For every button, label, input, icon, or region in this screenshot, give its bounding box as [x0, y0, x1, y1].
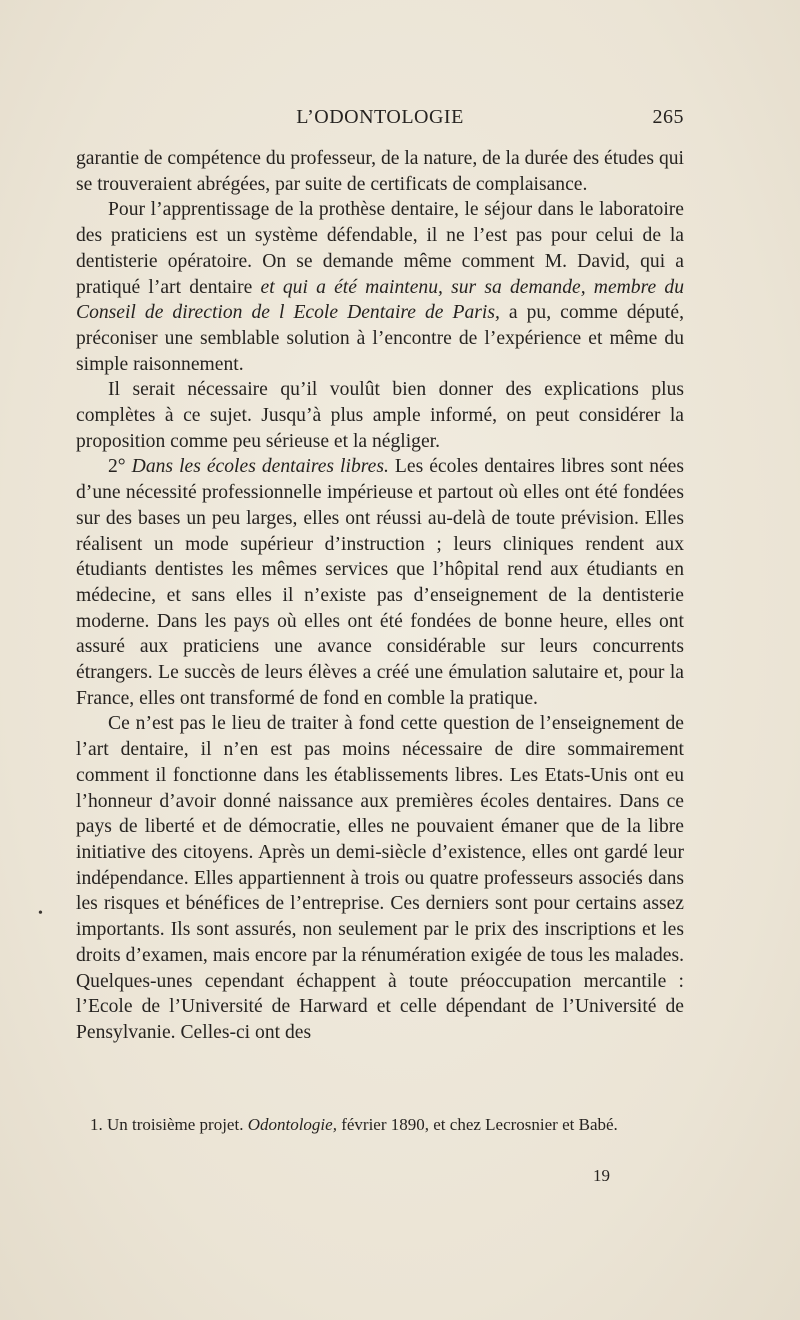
margin-dot: • [38, 906, 43, 921]
section-heading: Dans les écoles dentaires libres. [131, 456, 389, 478]
footnote-text-b: février 1890, et chez Lecrosnier et Babé. [336, 1115, 618, 1134]
footnote-number: 1. [90, 1115, 107, 1134]
paragraph-2 [76, 197, 684, 377]
paragraph-5: Ce n’est pas le lieu de traiter à fond cette question de l’enseignement de l’art dentaire, il n’en est pas moins nécessaire de dire sommairement comment il fonctionne dans les établissements libres. Les Etats-Unis ont eu l’honneur d’avoir donné naissance aux premières écoles dentaires. Dans ce pays de liberté et de démocratie, elles ne pouvaient émaner que de la libre initiative des citoyens. Après un demi-siècle d’existence, elles ont gardé leur indépendance. Elles appartiennent à trois ou quatre professeurs associés dans les risques et bénéfices de l’entreprise. Ces derniers sont pour certains assez importants. Ils sont assurés, non seulement par le prix des inscriptions et les droits d’examen, mais encore par la rénumération exigée de tous les malades. Quelques-unes cependant échappent à toute préoccupation mercantile : l’Ecole de l’Université de Harward et celle dépendant de l’Université de Pensylvanie. Celles-ci ont des [76, 713, 684, 1043]
paragraph-4-text: Les écoles dentaires libres sont nées d’une nécessité professionnelle impérieuse et partout où elles ont été fondées sur des bases un peu larges, elles ont réussi au-delà de toute prévision. Elles réalisent un mode supérieur d’instruction ; leurs cliniques rendent aux étudiants dentistes les mêmes services que l’hôpital rend aux étudiants en médecine, et sans elles il n’existe pas d’enseignement de la dentisterie moderne. Dans les pays où elles ont été fondées de bonne heure, elles ont assuré aux praticiens une avance considérable sur leurs concurrents étrangers. Le succès de leurs élèves a créé une émulation salutaire et, pour la France, elles ont transformé de fond en comble la pratique. [76, 456, 685, 709]
paragraph-2-text-a: Pour l’apprentissage de la prothèse dentaire, le séjour dans le laboratoire des praticiens est un système défendable, il ne l’est pas pour celui de la dentisterie opératoire. On se demande même comment M. David, qui a pratiqué l’art dentaire [76, 199, 684, 298]
running-head [76, 106, 684, 136]
footnote [76, 1114, 684, 1136]
footnote-text-a: Un troisième projet. [107, 1115, 248, 1134]
paragraph-1: garantie de compétence du professeur, de la nature, de la durée des études qui se trouveraient abrégées, par suite de certificats de complaisance. [76, 148, 684, 195]
paragraph-3: Il serait nécessaire qu’il voulût bien donner des explications plus complètes à ce sujet. Jusqu’à plus ample informé, on peut considérer la proposition comme peu sérieuse et la négliger. [76, 379, 684, 452]
signature-mark: 19 [593, 1166, 610, 1185]
paragraph-4 [76, 454, 684, 711]
paragraph-2-text-b: a pu, comme député, préconiser une semblable solution à l’encontre de l’expérience et même du simple raisonnement. [76, 302, 684, 375]
section-number: 2° [108, 456, 132, 478]
footnote-text [76, 1114, 684, 1136]
footnote-italic: Odontologie, [247, 1115, 337, 1134]
paragraph-2-italic: et qui a été maintenu, sur sa demande, membre du Conseil de direction de l Ecole Dentaire de Paris, [76, 276, 684, 324]
body-text [76, 146, 684, 1046]
page-number: 265 [652, 106, 684, 128]
running-title: L’ODONTOLOGIE [296, 106, 464, 128]
